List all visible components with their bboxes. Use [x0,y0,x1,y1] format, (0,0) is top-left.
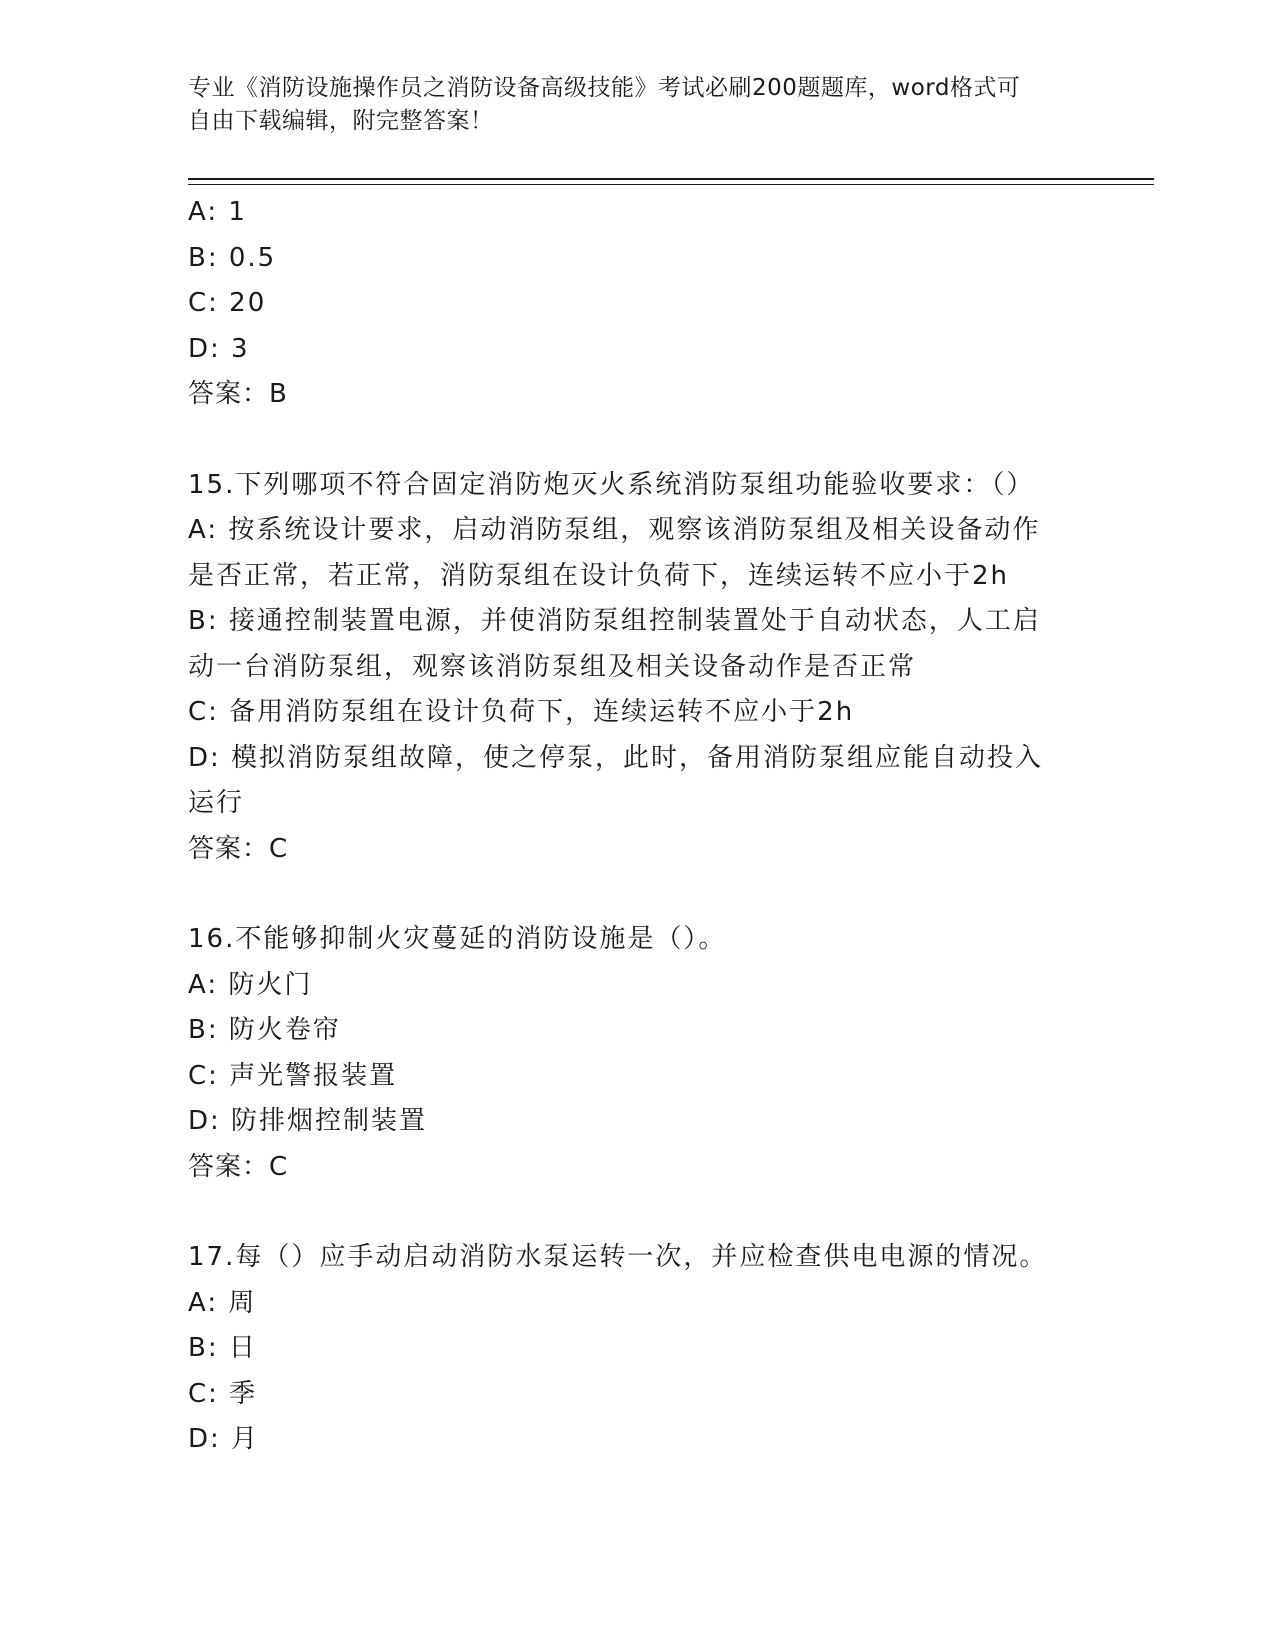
answer-text: 答案：C [188,1151,289,1182]
option-a: A: 1 [188,197,247,227]
header-divider-thick [188,178,1154,180]
question-17-block [188,1235,1088,1463]
option-a-line-2: 是否正常，若正常，消防泵组在设计负荷下，连续运转不应小于2h [188,560,1010,591]
question-text: 17.每（）应手动启动消防水泵运转一次，并应检查供电电源的情况。 [188,1242,1048,1272]
option-d-line-2: 运行 [188,788,245,818]
answer-text: 答案：C [188,833,289,864]
option-d: D: 月 [188,1424,260,1454]
option-b-line-1: B: 接通控制装置电源，并使消防泵组控制装置处于自动状态，人工启 [188,606,1041,636]
option-a: A: 防火门 [188,969,313,1000]
document-header [188,72,1088,138]
option-d-line-1: D: 模拟消防泵组故障，使之停泵，此时，备用消防泵组应能自动投入 [188,742,1044,773]
question-15-block [188,463,1088,873]
answer-text: 答案：B [188,379,288,409]
question-list [188,190,1088,1463]
header-title-line-2: 自由下载编辑，附完整答案！ [188,108,494,134]
question-text: 15.下列哪项不符合固定消防炮灭火系统消防泵组功能验收要求：（） [188,469,1035,500]
option-b: B: 防火卷帘 [188,1015,341,1045]
question-16-block [188,917,1088,1190]
question-14-block [188,190,1088,418]
option-b-line-2: 动一台消防泵组，观察该消防泵组及相关设备动作是否正常 [188,651,917,682]
option-c: C: 声光警报装置 [188,1060,398,1091]
option-b: B: 日 [188,1333,257,1363]
spacer [188,1190,1088,1235]
spacer [188,418,1088,463]
option-d: D: 3 [188,333,250,364]
spacer [188,872,1088,917]
option-d: D: 防排烟控制装置 [188,1106,428,1136]
option-b: B: 0.5 [188,242,277,273]
option-c: C: 季 [188,1378,258,1409]
header-divider-thin [188,184,1154,185]
option-c: C: 备用消防泵组在设计负荷下，连续运转不应小于2h [188,697,855,727]
option-c: C: 20 [188,288,267,318]
option-a: A: 周 [188,1287,257,1318]
option-a-line-1: A: 按系统设计要求，启动消防泵组，观察该消防泵组及相关设备动作 [188,515,1041,545]
question-text: 16.不能够抑制火灾蔓延的消防设施是（）。 [188,924,727,954]
header-title-line-1: 专业《消防设施操作员之消防设备高级技能》考试必刷200题题库，word格式可 [188,75,1021,101]
